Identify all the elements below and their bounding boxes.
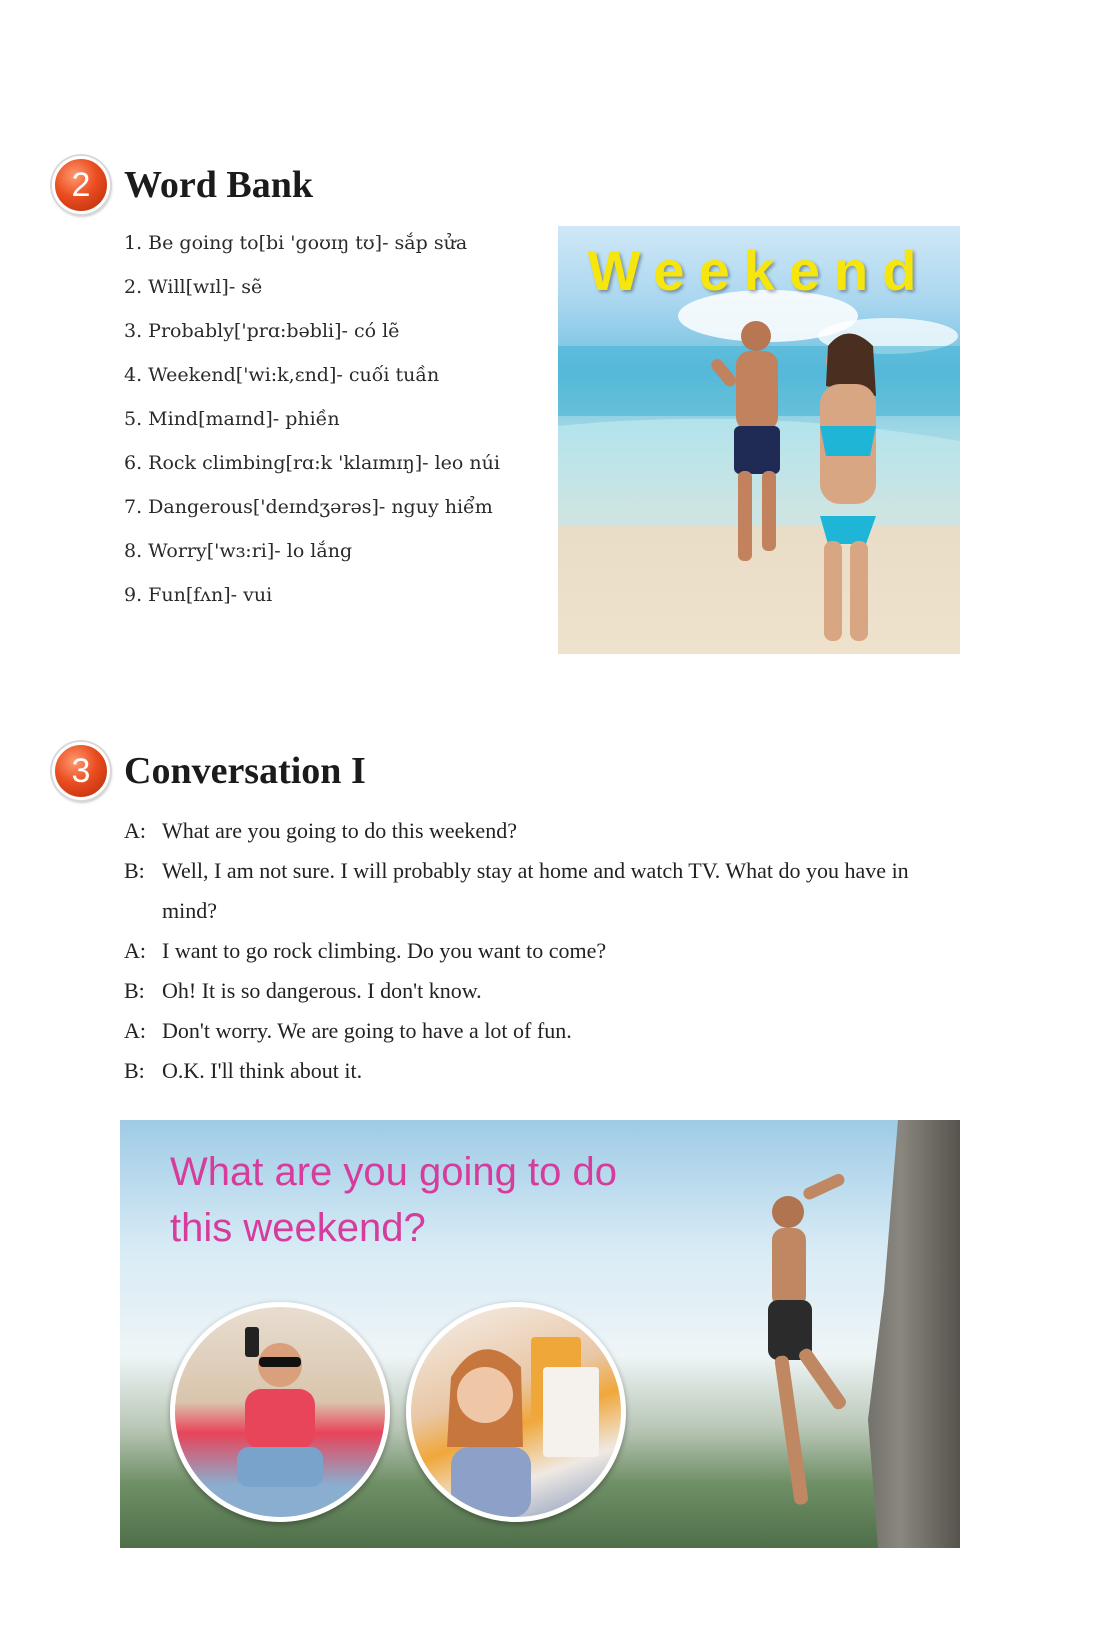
image-caption — [170, 1144, 617, 1256]
conversation-dialogue — [124, 811, 954, 1091]
dialogue-line — [124, 931, 954, 971]
utterance: I want to go rock climbing. Do you want to come? — [162, 938, 607, 963]
dialogue-line — [124, 811, 954, 851]
speaker-label: A: — [124, 818, 146, 843]
utterance: O.K. I'll think about it. — [162, 1058, 363, 1083]
section-title: Word Bank — [124, 164, 314, 206]
woman-with-bags-illustration — [411, 1307, 621, 1517]
list-item: 2. Will[wɪl]- sẽ — [124, 276, 263, 298]
list-item: 7. Dangerous['deɪndʒərəs]- nguy hiểm — [124, 496, 493, 518]
list-item: 5. Mind[maɪnd]- phiền — [124, 408, 340, 430]
weekend-beach-photo — [558, 226, 960, 654]
shopper-photo — [406, 1302, 626, 1522]
word-bank-list — [124, 232, 500, 628]
tv-watcher-photo — [170, 1302, 390, 1522]
caption-line: What are you going to do — [170, 1150, 617, 1194]
man-on-sofa-illustration — [175, 1307, 385, 1517]
utterance: Oh! It is so dangerous. I don't know. — [162, 978, 482, 1003]
section-number-badge: 2 — [52, 156, 110, 214]
dialogue-line — [124, 851, 954, 931]
list-item: 8. Worry['wɜ:ri]- lo lắng — [124, 540, 353, 562]
dialogue-line — [124, 971, 954, 1011]
conversation-heading — [52, 742, 366, 800]
word-bank-heading — [52, 156, 313, 214]
speaker-label: B: — [124, 1058, 145, 1083]
caption-line: this weekend? — [170, 1206, 426, 1250]
speaker-label: B: — [124, 858, 145, 883]
section-title: Conversation I — [124, 750, 366, 792]
dialogue-line — [124, 1051, 954, 1091]
utterance: What are you going to do this weekend? — [162, 818, 517, 843]
utterance: Well, I am not sure. I will probably stay at home and watch TV. What do you have in mind? — [162, 858, 909, 923]
list-item: 9. Fun[fʌn]- vui — [124, 584, 273, 606]
woman-figure — [820, 334, 876, 642]
speaker-label: A: — [124, 1018, 146, 1043]
list-item: 3. Probably['prɑ:bəbli]- có lẽ — [124, 320, 400, 342]
rock-climbing-photo — [120, 1120, 960, 1548]
utterance: Don't worry. We are going to have a lot of fun. — [162, 1018, 572, 1043]
list-item: 6. Rock climbing[rɑ:k 'klaɪmɪŋ]- leo núi — [124, 452, 500, 474]
list-item: 1. Be going to[bi 'goʊɪŋ tʊ]- sắp sửa — [124, 232, 468, 254]
list-item: 4. Weekend['wi:k,ɛnd]- cuối tuần — [124, 364, 440, 386]
speaker-label: A: — [124, 938, 146, 963]
section-number-badge: 3 — [52, 742, 110, 800]
speaker-label: B: — [124, 978, 145, 1003]
climber-illustration — [700, 1120, 900, 1548]
dialogue-line — [124, 1011, 954, 1051]
weekend-image-title: Weekend — [587, 239, 931, 302]
